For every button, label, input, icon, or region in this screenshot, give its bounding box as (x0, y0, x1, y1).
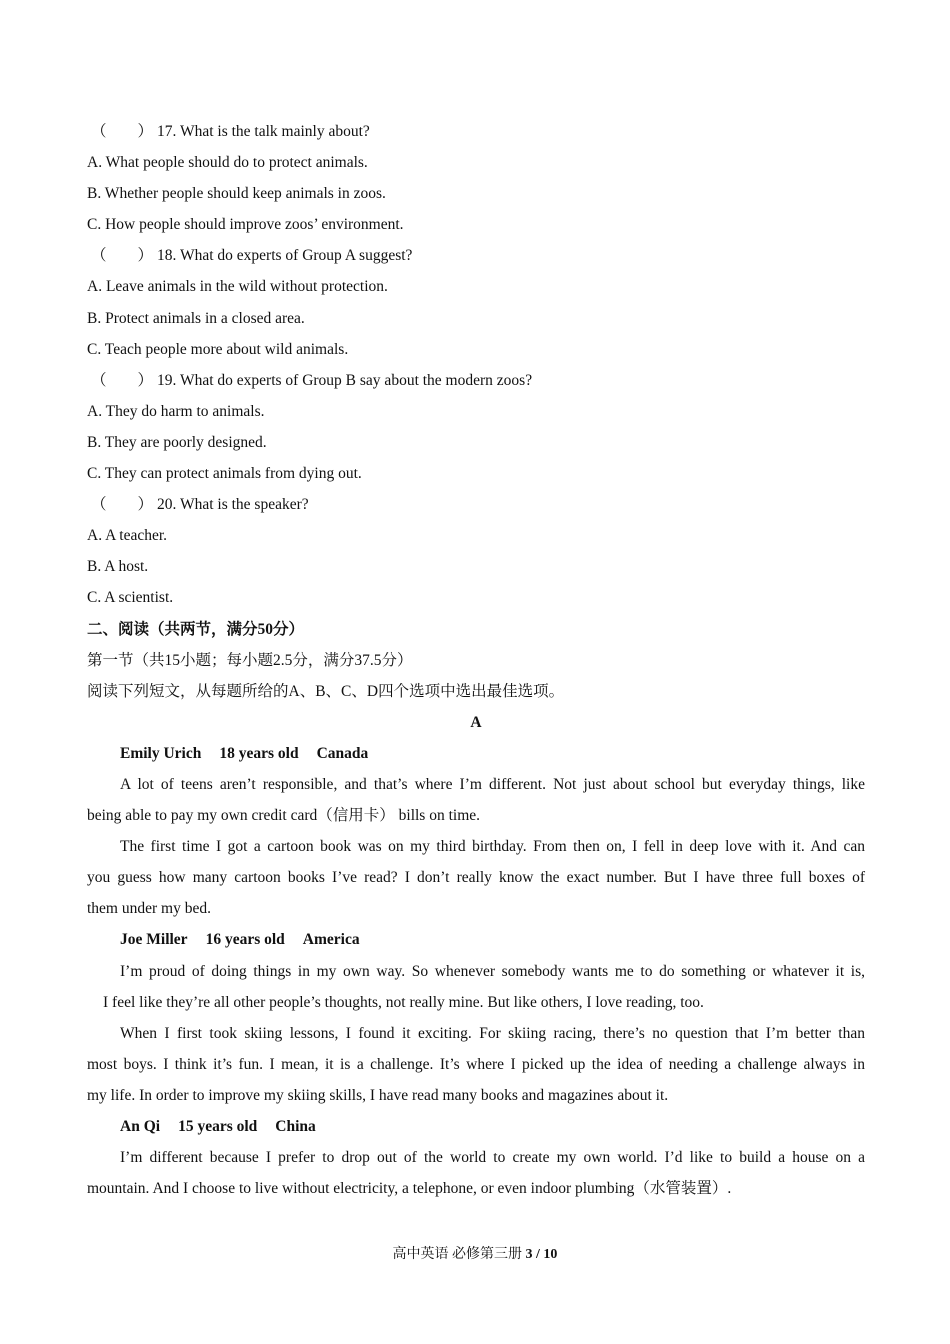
paragraph-line: When I first took skiing lessons, I found it exciting. For skiing racing, there’s no question that I’m better than (120, 1024, 865, 1042)
paragraph-line: I feel like they’re all other people’s thoughts, not really mine. But like others, I love reading, too. (103, 993, 704, 1011)
paragraph-line: my life. In order to improve my skiing skills, I have read many books and magazines about it. (87, 1086, 669, 1104)
option-a: A. They do harm to animals. (87, 402, 265, 420)
answer-blank[interactable]: （ ） (91, 371, 154, 389)
question-17 (87, 116, 865, 147)
section-title: 二、阅读（共两节，满分50分） (87, 620, 305, 638)
person-country: America (302, 931, 360, 949)
option-b: B. Protect animals in a closed area. (87, 309, 305, 327)
person-country: China (275, 1118, 316, 1135)
person-heading (87, 738, 865, 769)
paragraph-line: you guess how many cartoon books I’ve read? I don’t really know the exact number. But I have three full boxes of (87, 869, 865, 887)
answer-blank[interactable]: （ ） (91, 247, 154, 265)
paragraph-line: most boys. I think it’s fun. I mean, it is a challenge. It’s where I picked up the idea of needing a challenge always in (87, 1055, 865, 1073)
question-stem: 20. What is the speaker? (157, 496, 309, 514)
section-instruction: 阅读下列短文，从每题所给的A、B、C、D四个选项中选出最佳选项。 (87, 682, 565, 700)
option-a: A. What people should do to protect animals. (87, 154, 368, 172)
question-19 (87, 365, 865, 396)
paragraph-line: I’m different because I prefer to drop out of the world to create my own world. I’d like to build a house on a (120, 1149, 865, 1167)
option-b: B. A host. (87, 558, 149, 576)
paragraph-line: The first time I got a cartoon book was on my third birthday. From then on, I fell in deep love with it. And can (120, 838, 865, 856)
option-b: B. They are poorly designed. (87, 433, 267, 451)
paragraph-line: being able to pay my own credit card（信用卡） bills on time. (87, 807, 481, 825)
page-number: 3 / 10 (525, 1247, 558, 1262)
paragraph-line: I’m proud of doing things in my own way. So whenever somebody wants me to do something or whatever it is, (120, 962, 865, 980)
paragraph-line: them under my bed. (87, 900, 211, 918)
option-c: C. How people should improve zoos’ environment. (87, 216, 404, 234)
page-content (87, 116, 865, 1204)
answer-blank[interactable]: （ ） (91, 123, 154, 140)
question-20 (87, 489, 865, 520)
person-heading (87, 1111, 865, 1142)
passage-label: A (470, 713, 482, 731)
person-name: An Qi (120, 1118, 161, 1135)
option-c: C. They can protect animals from dying out. (87, 465, 362, 483)
question-stem: 17. What is the talk mainly about? (157, 123, 370, 140)
paragraph-line: mountain. And I choose to live without electricity, a telephone, or even indoor plumbing（水管装置）. (87, 1180, 732, 1198)
footer-book-title: 高中英语 必修第三册 (392, 1247, 523, 1262)
answer-blank[interactable]: （ ） (91, 496, 154, 514)
question-18 (87, 240, 865, 271)
person-age: 16 years old (205, 931, 285, 949)
option-a: A. A teacher. (87, 527, 168, 545)
question-stem: 19. What do experts of Group B say about the modern zoos? (157, 371, 533, 389)
person-name: Emily Urich (120, 744, 202, 762)
person-age: 18 years old (219, 744, 299, 762)
person-heading (87, 924, 865, 955)
person-name: Joe Miller (120, 931, 188, 949)
option-c: C. A scientist. (87, 589, 174, 607)
option-c: C. Teach people more about wild animals. (87, 340, 349, 358)
section-part-info: 第一节（共15小题；每小题2.5分，满分37.5分） (87, 651, 413, 669)
paragraph-line: A lot of teens aren’t responsible, and that’s where I’m different. Not just about school but everyday things, like (120, 775, 865, 793)
person-age: 15 years old (178, 1118, 258, 1135)
question-stem: 18. What do experts of Group A suggest? (157, 247, 413, 265)
option-a: A. Leave animals in the wild without protection. (87, 278, 388, 296)
person-country: Canada (316, 744, 369, 762)
option-b: B. Whether people should keep animals in zoos. (87, 185, 386, 203)
page-footer (0, 1244, 950, 1266)
